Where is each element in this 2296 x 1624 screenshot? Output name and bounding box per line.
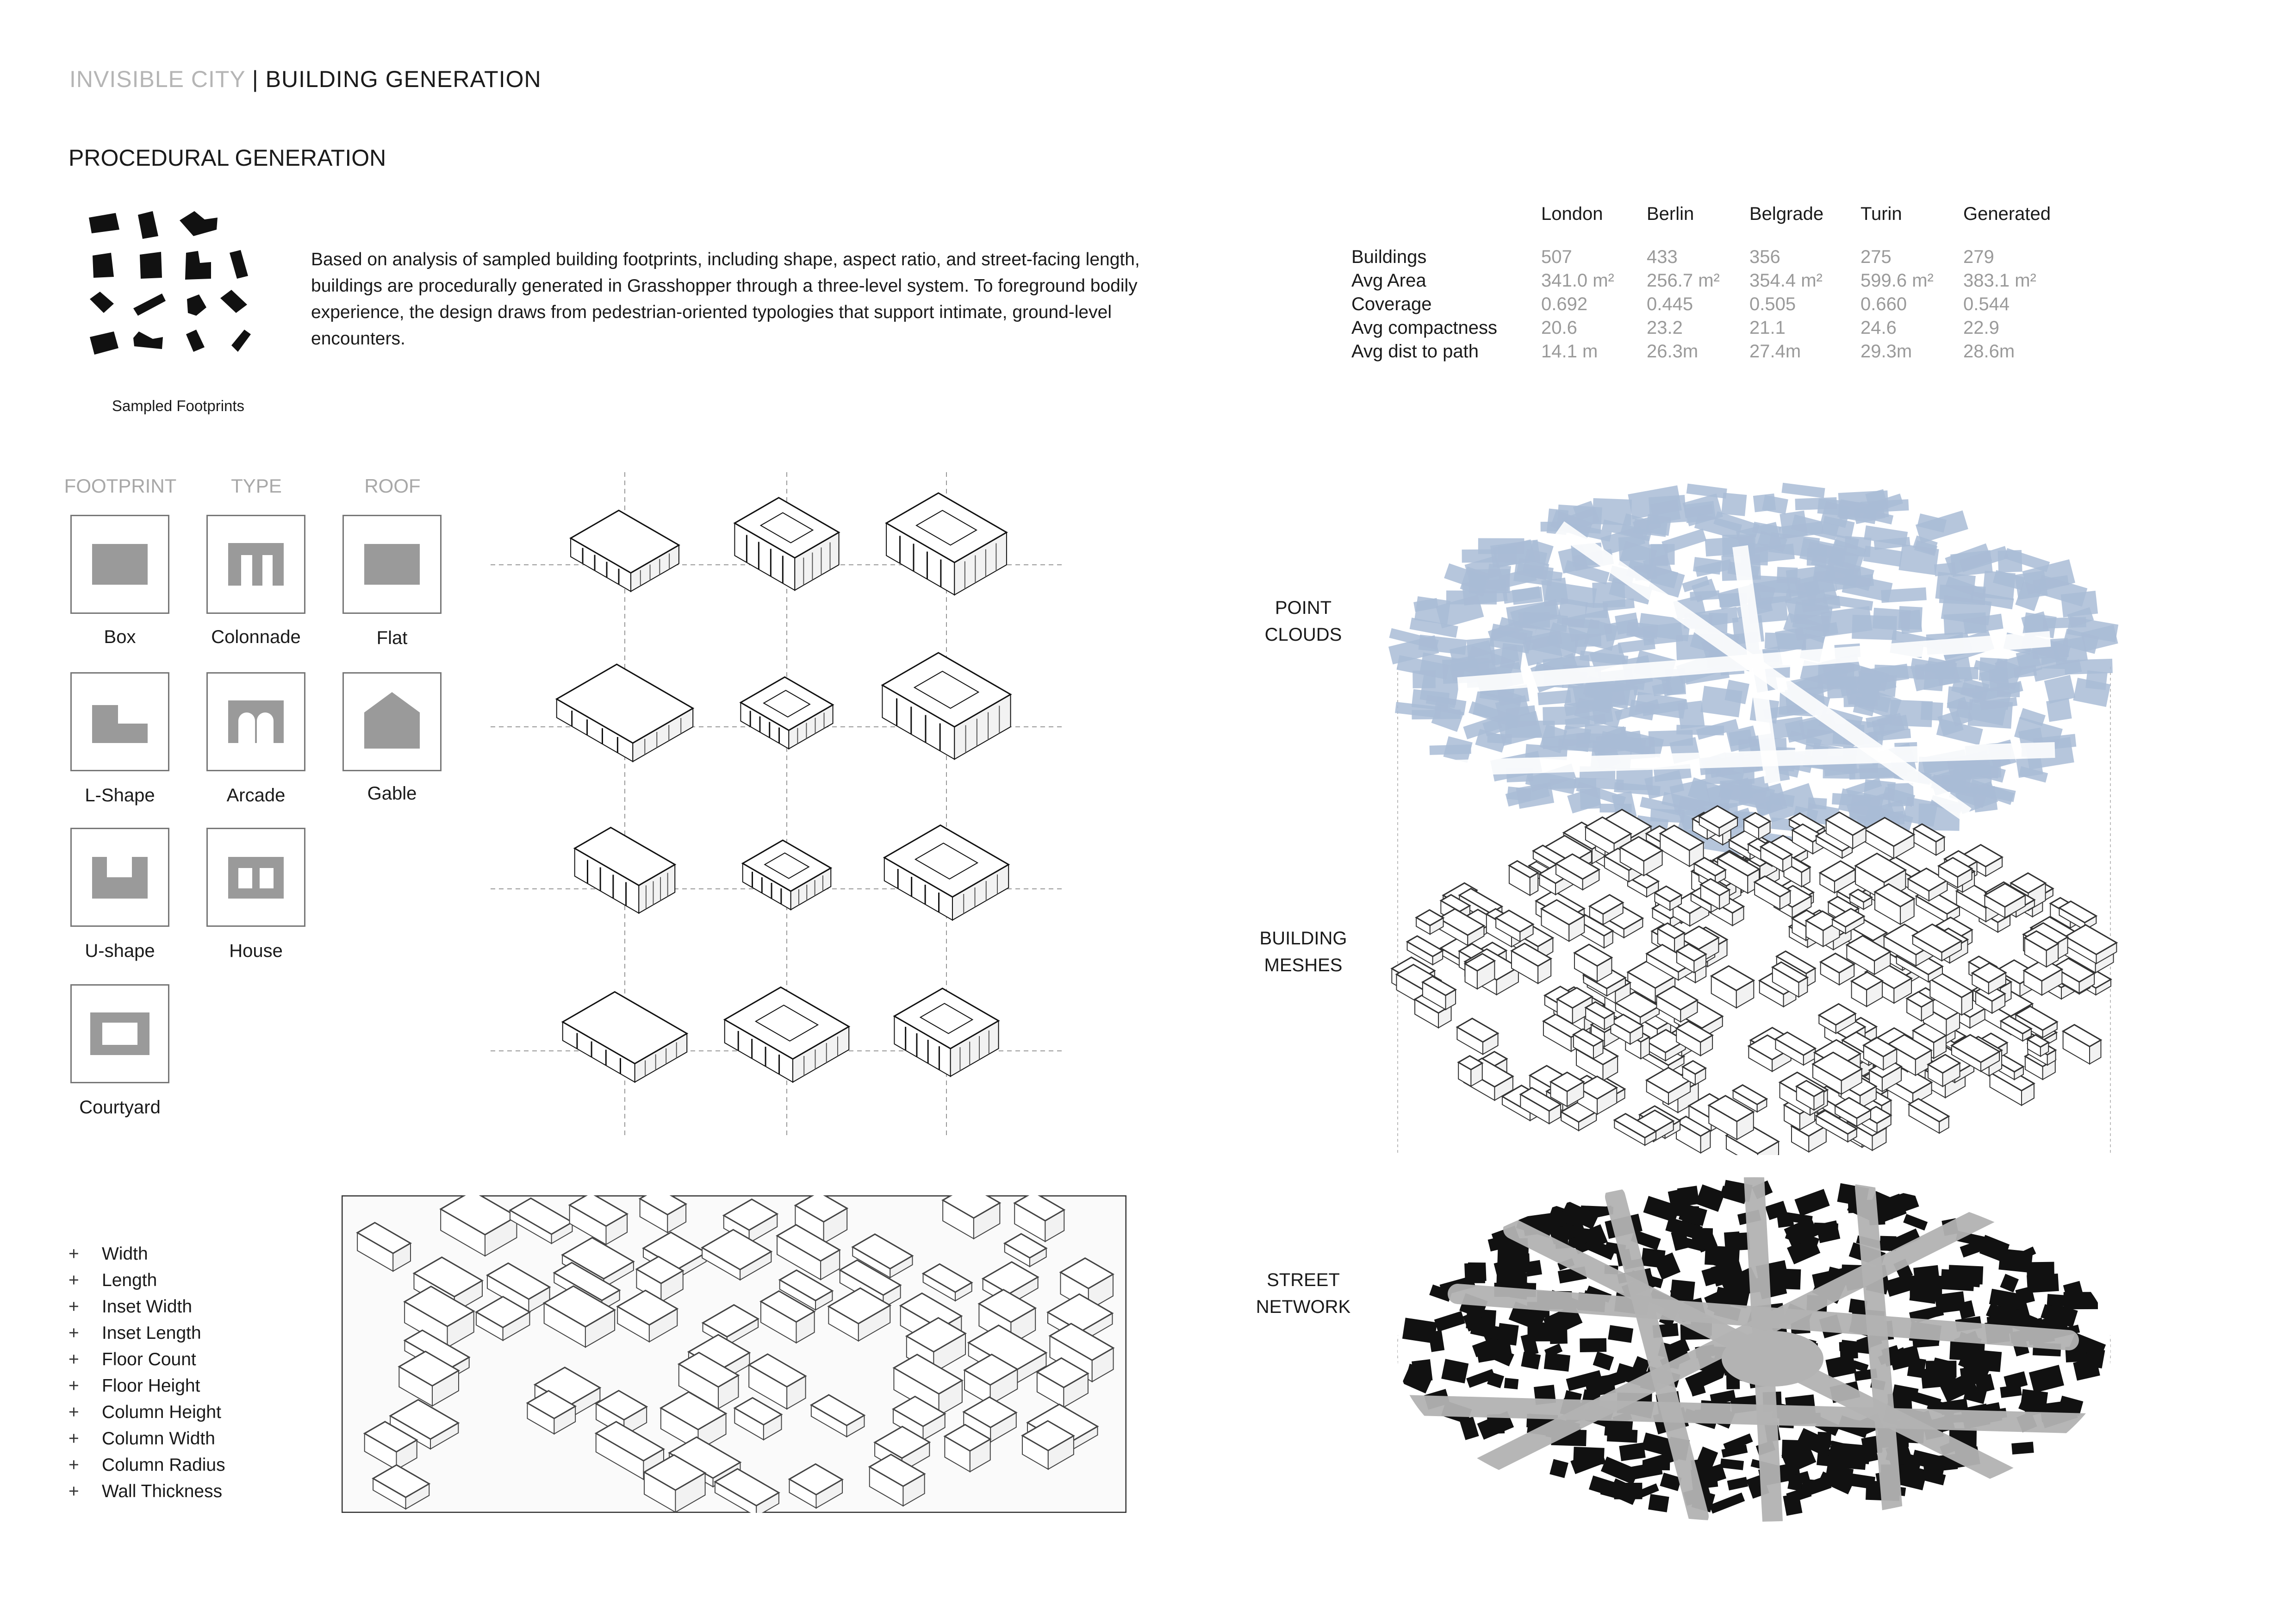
parameter-label: Column Width xyxy=(102,1429,215,1449)
section-title: PROCEDURAL GENERATION xyxy=(68,145,386,171)
building-meshes-label-line1: BUILDING xyxy=(1259,928,1347,949)
stats-cell: 23.2 xyxy=(1647,318,1683,338)
parameter-item xyxy=(68,1346,225,1373)
point-clouds-label-line1: POINT xyxy=(1275,598,1332,618)
roof-flat-label: Flat xyxy=(376,628,408,648)
type-colonnade-label: Colonnade xyxy=(211,627,301,647)
stats-cell: 0.544 xyxy=(1963,294,2010,314)
street-network-layer xyxy=(1361,1155,2147,1528)
intro-paragraph: Based on analysis of sampled building footprints, including shape, aspect ratio, and street-facing length, buildings are procedurally generated in Grasshopper through a three-level system. To foreground bodily experience, the design draws from pedestrian-oriented typologies that support intimate, ground-level encounters. xyxy=(311,250,1140,349)
stats-table xyxy=(1351,204,2074,363)
mesh-building-icon xyxy=(2063,1024,2101,1064)
stats-cell: 29.3m xyxy=(1860,341,1912,362)
exploded-layer-diagram xyxy=(1361,435,2147,1528)
stats-cell: 21.1 xyxy=(1749,318,1786,338)
stats-cell: 20.6 xyxy=(1541,318,1577,338)
point-clouds-label xyxy=(1248,594,1359,648)
type-header: TYPE xyxy=(231,475,282,497)
stats-cell: 354.4 m² xyxy=(1749,270,1823,291)
stats-col-turin: Turin xyxy=(1860,204,1902,224)
roof-flat-tile xyxy=(342,515,442,614)
l-shape-footprint-icon xyxy=(92,705,148,743)
plus-icon: + xyxy=(68,1429,79,1449)
generated-city-render xyxy=(342,1195,1126,1513)
mesh-building-icon xyxy=(1755,876,1790,910)
plus-icon: + xyxy=(68,1402,79,1422)
roof-header: ROOF xyxy=(364,475,421,497)
type-arcade-label: Arcade xyxy=(226,785,286,806)
stats-cell: 383.1 m² xyxy=(1963,270,2036,291)
parameter-label: Width xyxy=(102,1244,148,1264)
parameter-item xyxy=(68,1452,225,1478)
isometric-building-icon xyxy=(571,511,679,592)
stats-cell: 256.7 m² xyxy=(1647,270,1720,291)
stats-row-label: Avg dist to path xyxy=(1351,341,1479,362)
footprint-lshape-label: L-Shape xyxy=(85,785,155,806)
mesh-building-icon xyxy=(1711,966,1754,1008)
plus-icon: + xyxy=(68,1376,79,1396)
footprint-box-tile xyxy=(70,515,169,614)
isometric-building-icon xyxy=(740,677,833,749)
parameter-label: Wall Thickness xyxy=(102,1481,223,1501)
stats-cell: 0.660 xyxy=(1860,294,1907,314)
parameter-label: Length xyxy=(102,1270,157,1290)
point-cloud-layer xyxy=(1388,483,2118,856)
plus-icon: + xyxy=(68,1270,79,1290)
stats-cell: 279 xyxy=(1963,247,1994,267)
box-footprint-icon xyxy=(92,544,148,585)
street-network-label-line2: NETWORK xyxy=(1256,1297,1351,1317)
stats-row-label: Avg Area xyxy=(1351,270,1426,291)
mesh-building-icon xyxy=(1875,884,1914,924)
parameter-item xyxy=(68,1425,225,1452)
stats-row xyxy=(1351,316,2074,340)
isometric-building-icon xyxy=(894,988,998,1076)
footprint-silhouette-icon xyxy=(89,211,251,355)
stats-row xyxy=(1351,340,2074,363)
footprint-courtyard-tile xyxy=(70,984,169,1083)
stats-row-label: Avg compactness xyxy=(1351,318,1497,338)
mesh-building-icon xyxy=(1416,910,1443,934)
isometric-building-icon xyxy=(734,498,839,590)
stats-cell: 0.505 xyxy=(1749,294,1796,314)
type-house-tile xyxy=(206,828,305,927)
parameter-label: Floor Height xyxy=(102,1376,200,1396)
parameter-list xyxy=(68,1241,225,1505)
stats-cell: 26.3m xyxy=(1647,341,1699,362)
stats-cell: 24.6 xyxy=(1860,318,1897,338)
parameter-label: Column Radius xyxy=(102,1455,225,1475)
footprint-ushape-label: U-shape xyxy=(85,941,155,961)
type-colonnade-tile xyxy=(206,515,305,614)
plus-icon: + xyxy=(68,1455,79,1475)
header-separator: | xyxy=(245,66,266,92)
stats-cell: 507 xyxy=(1541,247,1572,267)
footprint-header: FOOTPRINT xyxy=(64,475,177,497)
page-header xyxy=(69,66,541,93)
stats-col-berlin: Berlin xyxy=(1647,204,1694,224)
plus-icon: + xyxy=(68,1349,79,1369)
stats-cell: 599.6 m² xyxy=(1860,270,1934,291)
point-clouds-label-line2: CLOUDS xyxy=(1264,625,1342,645)
u-shape-footprint-icon xyxy=(92,857,148,899)
stats-cell: 433 xyxy=(1647,247,1678,267)
mesh-building-icon xyxy=(1909,1099,1949,1133)
mesh-building-icon xyxy=(1457,1018,1498,1054)
plus-icon: + xyxy=(68,1481,79,1501)
parameter-item xyxy=(68,1267,225,1293)
parameter-item xyxy=(68,1478,225,1505)
building-meshes-label-line2: MESHES xyxy=(1264,955,1343,975)
isometric-building-icon xyxy=(563,992,687,1082)
building-mesh-layer xyxy=(1392,806,2116,1167)
sampled-footprints-caption: Sampled Footprints xyxy=(112,397,245,414)
plus-icon: + xyxy=(68,1244,79,1264)
isometric-building-icon xyxy=(743,840,831,910)
isometric-building-icon xyxy=(575,828,675,913)
stats-cell: 22.9 xyxy=(1963,318,1999,338)
isometric-building-icon xyxy=(557,664,693,762)
type-house-label: House xyxy=(229,941,283,961)
stats-cell: 0.692 xyxy=(1541,294,1588,314)
stats-row-label: Coverage xyxy=(1351,294,1432,314)
street-network-label xyxy=(1248,1267,1359,1320)
stats-col-belgrade: Belgrade xyxy=(1749,204,1824,224)
house-type-icon xyxy=(228,857,284,899)
stats-cell: 27.4m xyxy=(1749,341,1801,362)
isometric-building-icon xyxy=(882,653,1010,759)
stats-row xyxy=(1351,293,2074,316)
arcade-type-icon xyxy=(228,700,284,743)
stats-row xyxy=(1351,245,2074,269)
roof-gable-label: Gable xyxy=(367,783,417,804)
mesh-building-icon xyxy=(1458,1056,1482,1087)
plus-icon: + xyxy=(68,1323,79,1343)
parameter-item xyxy=(68,1241,225,1267)
parameter-item xyxy=(68,1320,225,1346)
parameter-item xyxy=(68,1373,225,1399)
plus-icon: + xyxy=(68,1297,79,1317)
footprint-ushape-tile xyxy=(70,828,169,927)
isometric-building-icon xyxy=(886,493,1007,595)
flat-roof-icon xyxy=(364,544,420,585)
sampled-footprints xyxy=(83,208,273,384)
parameter-item xyxy=(68,1293,225,1320)
stats-cell: 356 xyxy=(1749,247,1780,267)
stats-cell: 341.0 m² xyxy=(1541,270,1614,291)
footprint-box-label: Box xyxy=(104,627,136,647)
stats-cell: 28.6m xyxy=(1963,341,2015,362)
mesh-building-icon xyxy=(1574,944,1612,981)
stats-col-generated: Generated xyxy=(1963,204,2051,224)
street-network-label-line1: STREET xyxy=(1267,1270,1340,1290)
type-arcade-tile xyxy=(206,672,305,771)
parameter-label: Inset Length xyxy=(102,1323,201,1343)
footprint-courtyard-label: Courtyard xyxy=(79,1097,161,1118)
isometric-building-icon xyxy=(725,987,849,1082)
stats-cell: 275 xyxy=(1860,247,1892,267)
courtyard-footprint-icon xyxy=(90,1012,149,1055)
gable-roof-icon xyxy=(364,692,420,749)
stats-row-label: Buildings xyxy=(1351,247,1427,267)
stats-cell: 0.445 xyxy=(1647,294,1693,314)
page-title: BUILDING GENERATION xyxy=(265,66,541,92)
parameter-item xyxy=(68,1399,225,1425)
stats-cell: 14.1 m xyxy=(1541,341,1598,362)
stats-row xyxy=(1351,269,2074,293)
parameter-label: Floor Count xyxy=(102,1349,196,1369)
stats-col-london: London xyxy=(1541,204,1603,224)
isometric-typology-grid xyxy=(491,472,1074,1148)
building-meshes-label xyxy=(1248,925,1359,979)
parameter-label: Inset Width xyxy=(102,1297,193,1317)
footprint-lshape-tile xyxy=(70,672,169,771)
roof-gable-tile xyxy=(342,672,442,771)
parameter-label: Column Height xyxy=(102,1402,221,1422)
isometric-building-icon xyxy=(884,825,1008,920)
colonnade-type-icon xyxy=(228,543,284,586)
project-name: INVISIBLE CITY xyxy=(69,66,245,92)
